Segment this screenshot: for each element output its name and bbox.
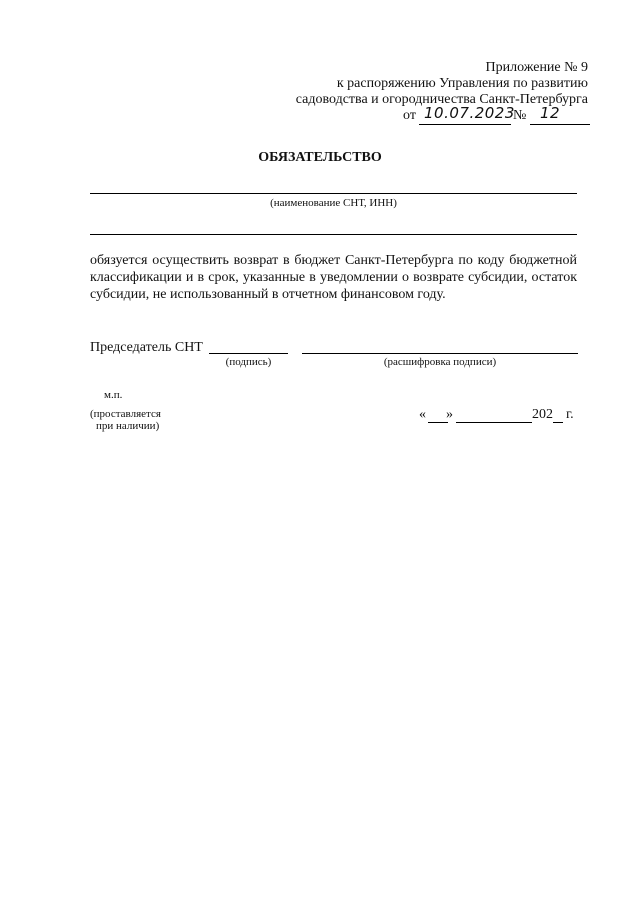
date-month-line — [456, 422, 532, 423]
number-label: № — [513, 108, 527, 123]
stamp-place: м.п. — [104, 389, 123, 401]
body-line-1: обязуется осуществить возврат в бюджет Санкт-Петербурга по коду бюджетной — [90, 253, 577, 268]
from-label: от — [403, 108, 416, 123]
signature-caption: (подпись) — [225, 356, 272, 368]
body-line-3: субсидии, не использованный в отчетном финансовом году. — [90, 287, 446, 302]
stamp-note-1: (проставляется — [90, 408, 161, 420]
date-close-quote: » — [446, 407, 453, 422]
appendix-number: Приложение № 9 — [485, 60, 588, 75]
signature-decode-caption: (расшифровка подписи) — [383, 356, 497, 368]
date-year-prefix: 202 — [532, 407, 553, 422]
org-name-caption: (наименование СНТ, ИНН) — [270, 197, 397, 209]
date-year-line — [553, 422, 563, 423]
stamp-note-2: при наличии) — [96, 420, 160, 432]
org-name-line — [90, 193, 577, 194]
date-year-suffix: г. — [566, 407, 574, 422]
date-day-line — [428, 422, 448, 423]
order-number: 12 — [540, 104, 561, 122]
number-underline — [530, 124, 590, 125]
document-title: ОБЯЗАТЕЛЬСТВО — [258, 150, 382, 165]
order-date: 10.07.2023 — [424, 104, 515, 122]
chairman-label: Председатель СНТ — [90, 340, 203, 355]
org-name-line-2 — [90, 234, 577, 235]
date-open-quote: « — [419, 407, 426, 422]
header-line-2: к распоряжению Управления по развитию — [336, 76, 588, 91]
body-line-2: классификации и в срок, указанные в уведомлении о возврате субсидии, остаток — [90, 270, 577, 285]
date-underline — [419, 124, 511, 125]
header-line-3: садоводства и огородничества Санкт-Петербурга — [295, 92, 588, 107]
signature-decode-line — [302, 353, 578, 354]
signature-line — [209, 353, 288, 354]
